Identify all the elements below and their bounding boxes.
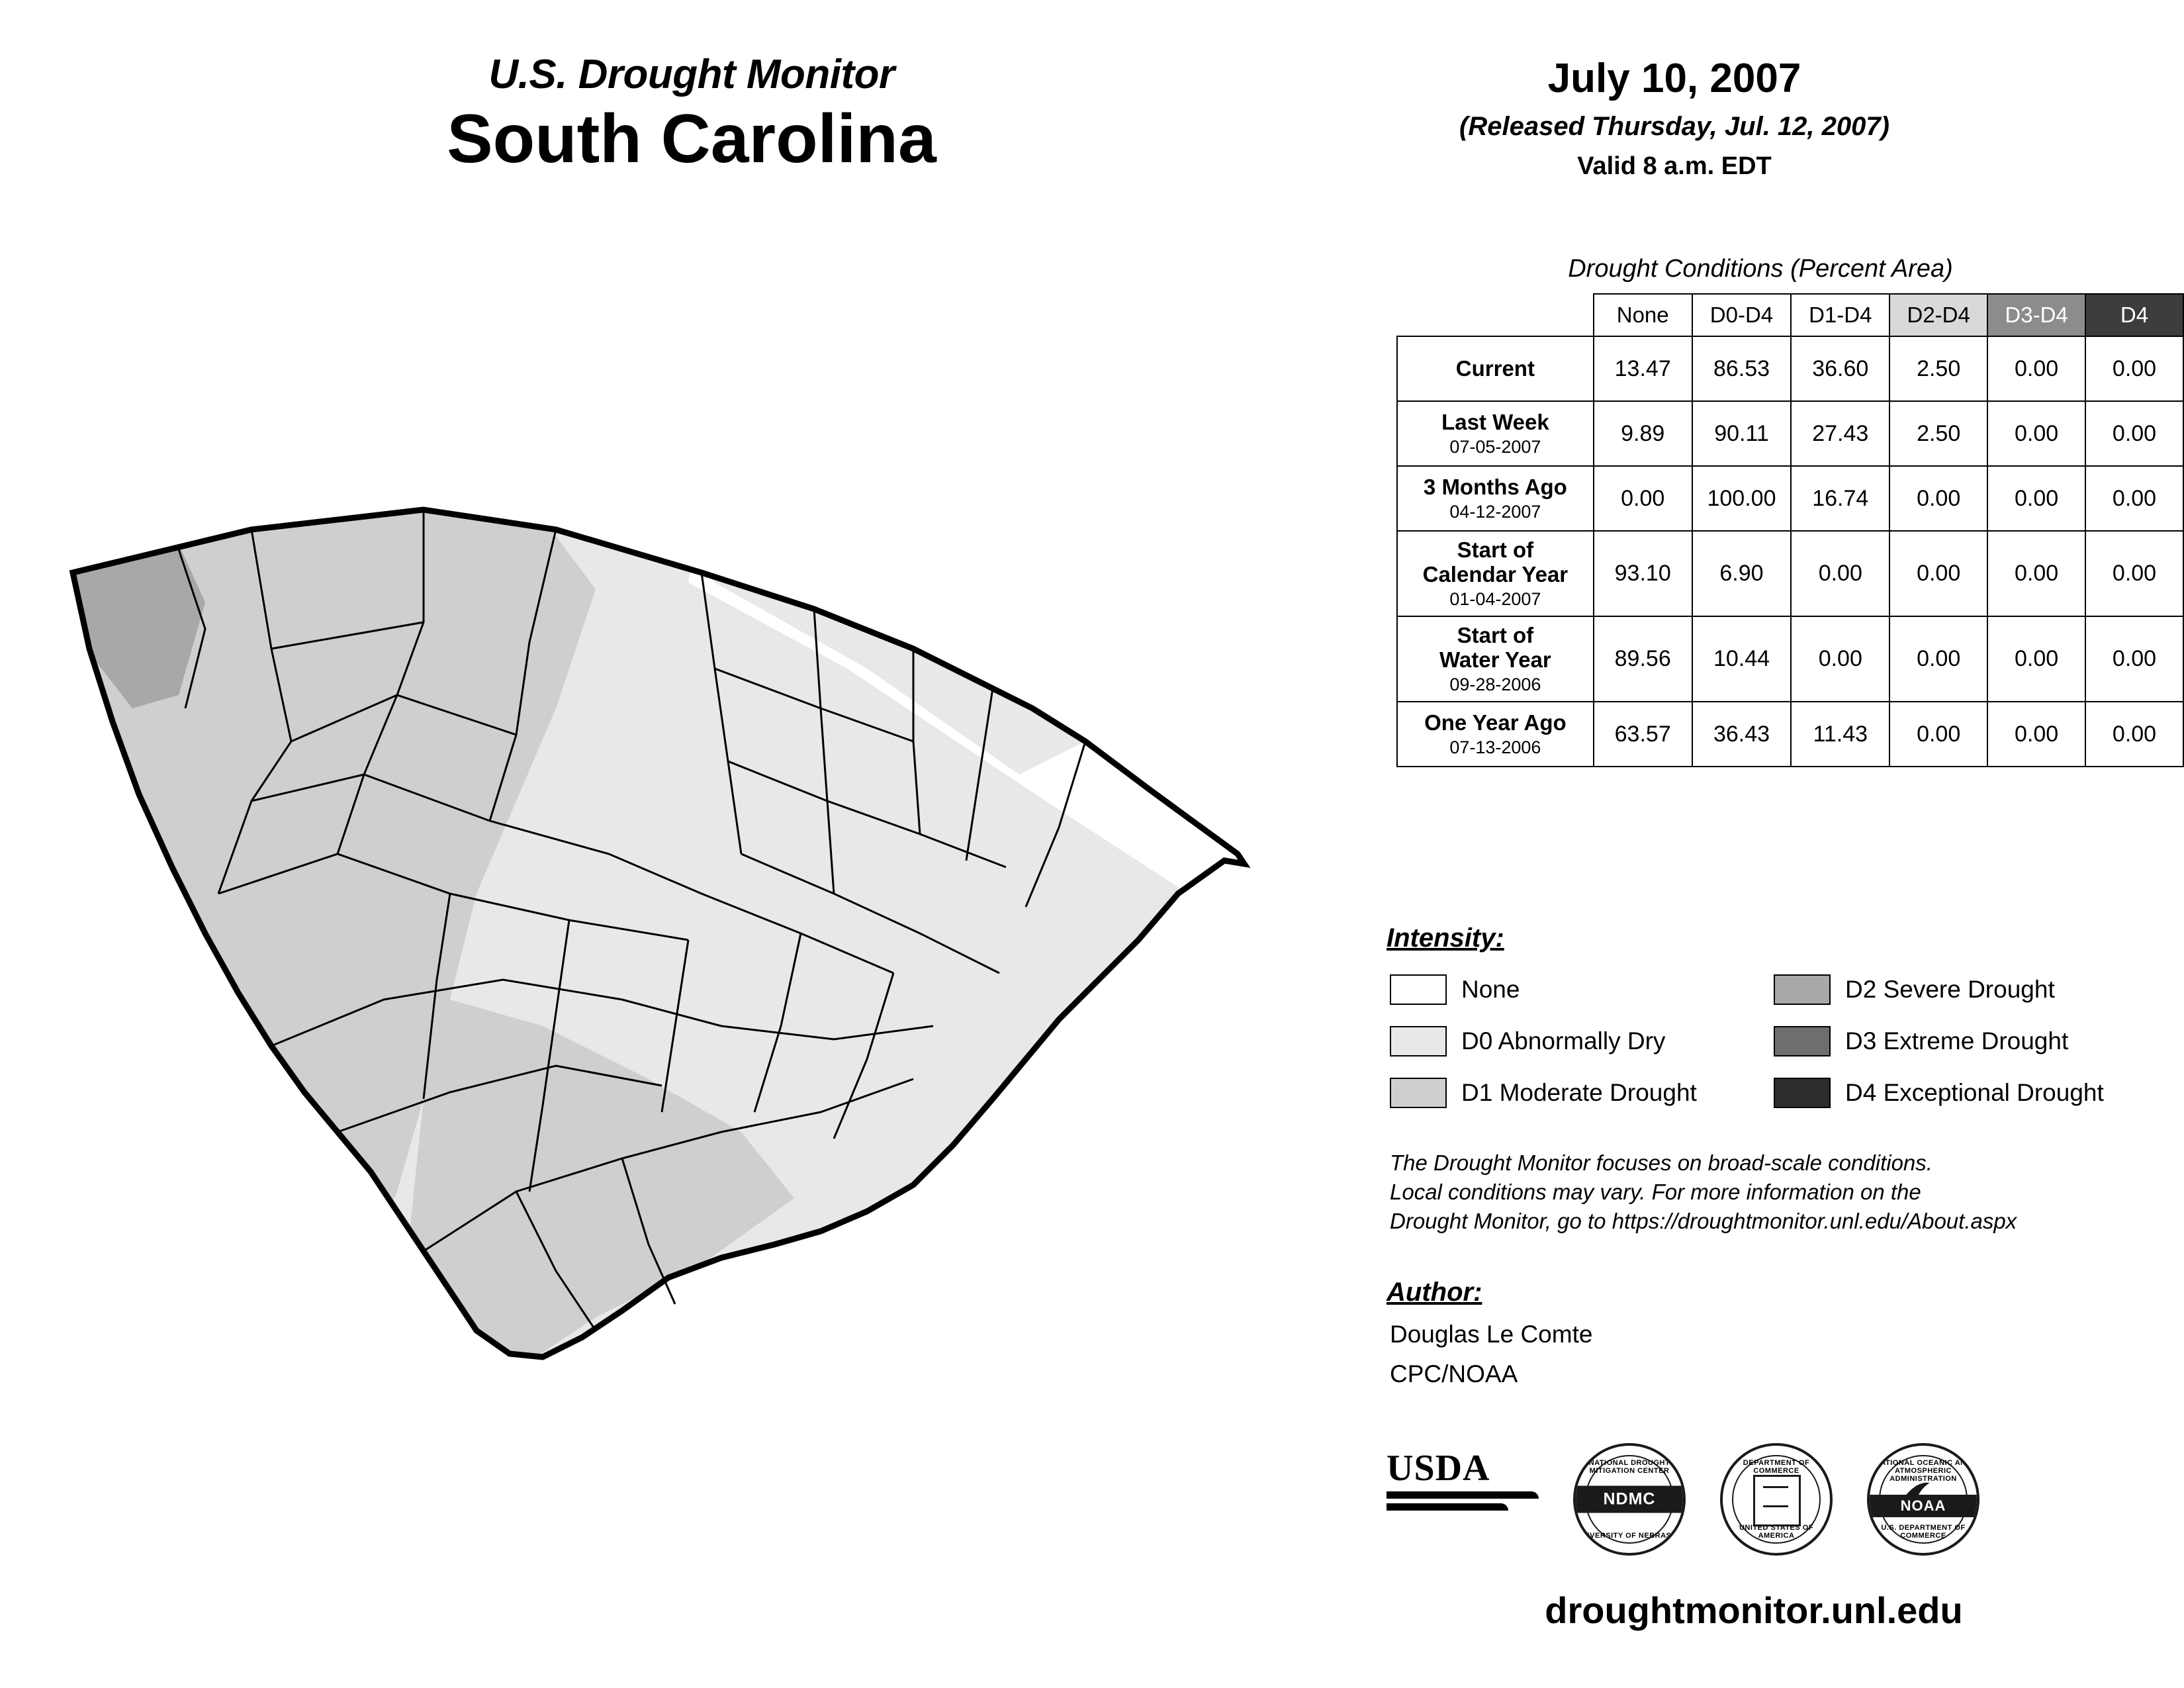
row-label-current (1397, 336, 1594, 401)
noaa-logo-ring-bottom-text: U.S. DEPARTMENT OF COMMERCE (1881, 1524, 1966, 1540)
noaa-logo (1867, 1443, 1979, 1556)
cell-wateryear-d3: 0.00 (1987, 616, 2085, 702)
cell-oneyear-d3: 0.00 (1987, 702, 2085, 767)
legend-label-d2: D2 Severe Drought (1845, 976, 2055, 1003)
table-header-row (1397, 294, 2183, 336)
col-header-d2: D2-D4 (1889, 294, 1987, 336)
cell-lastweek-none: 9.89 (1594, 401, 1692, 466)
row-label-text: One Year Ago (1424, 710, 1567, 735)
legend-item-d0 (1390, 1026, 1665, 1056)
legend-label-none: None (1461, 976, 1520, 1003)
cell-lastweek-d0: 90.11 (1692, 401, 1792, 466)
ndmc-logo (1573, 1443, 1686, 1556)
col-header-d1: D1-D4 (1791, 294, 1889, 336)
cell-lastweek-d3: 0.00 (1987, 401, 2085, 466)
legend-swatch-d0 (1390, 1026, 1447, 1056)
table-row (1397, 401, 2183, 466)
logo-row (1387, 1440, 2128, 1559)
row-label-one-year-ago (1397, 702, 1594, 767)
row-label-text-line1: Start of (1457, 538, 1534, 562)
noaa-logo-text: NOAA (1870, 1495, 1977, 1517)
table-corner-cell (1397, 294, 1594, 336)
drought-map (53, 430, 1310, 1423)
cell-calyear-d1: 0.00 (1791, 531, 1889, 616)
row-label-text-line2: Calendar Year (1422, 561, 1569, 586)
ndmc-logo-ring-bottom-text: UNIVERSITY OF NEBRASKA (1576, 1532, 1683, 1540)
disclaimer-text (1390, 1149, 2131, 1236)
row-label-text: 3 Months Ago (1423, 474, 1567, 499)
released-date: (Released Thursday, Jul. 12, 2007) (1459, 112, 1889, 142)
legend-item-none (1390, 974, 1520, 1005)
legend-item-d4 (1774, 1078, 2104, 1108)
col-header-d4: D4 (2085, 294, 2183, 336)
usda-logo-bar-1 (1387, 1491, 1539, 1499)
cell-calyear-none: 93.10 (1594, 531, 1692, 616)
usda-logo-text: USDA (1387, 1448, 1490, 1489)
state-title: South Carolina (447, 101, 936, 178)
row-label-date: 04-12-2007 (1449, 501, 1541, 522)
legend-swatch-d2 (1774, 974, 1831, 1005)
drought-conditions-table (1396, 293, 2184, 767)
cell-current-d0: 86.53 (1692, 336, 1792, 401)
row-label-date: 09-28-2006 (1449, 675, 1541, 695)
author-organization: CPC/NOAA (1390, 1360, 1518, 1387)
table-row (1397, 531, 2183, 616)
cell-wateryear-d4: 0.00 (2085, 616, 2183, 702)
disclaimer-line-1: The Drought Monitor focuses on broad-scale conditions. (1390, 1150, 1933, 1175)
cell-wateryear-d1: 0.00 (1791, 616, 1889, 702)
usda-logo (1387, 1450, 1539, 1549)
cell-current-d2: 2.50 (1889, 336, 1987, 401)
legend-item-d2 (1774, 974, 2055, 1005)
cell-oneyear-d0: 36.43 (1692, 702, 1792, 767)
map-svg (53, 430, 1310, 1423)
cell-3months-none: 0.00 (1594, 466, 1692, 531)
legend-label-d1: D1 Moderate Drought (1461, 1079, 1697, 1106)
author-title: Author: (1387, 1278, 1482, 1307)
cell-current-d1: 36.60 (1791, 336, 1889, 401)
legend-swatch-d3 (1774, 1026, 1831, 1056)
footer-url: droughtmonitor.unl.edu (1545, 1589, 1963, 1631)
table-caption: Drought Conditions (Percent Area) (1568, 255, 1953, 283)
cell-3months-d4: 0.00 (2085, 466, 2183, 531)
cell-lastweek-d4: 0.00 (2085, 401, 2183, 466)
cell-wateryear-d2: 0.00 (1889, 616, 1987, 702)
table-row (1397, 466, 2183, 531)
valid-time: Valid 8 a.m. EDT (1577, 152, 1772, 181)
cell-calyear-d0: 6.90 (1692, 531, 1792, 616)
legend-label-d0: D0 Abnormally Dry (1461, 1027, 1666, 1055)
legend-swatch-d1 (1390, 1078, 1447, 1108)
ndmc-logo-text: NDMC (1576, 1486, 1683, 1513)
cell-3months-d2: 0.00 (1889, 466, 1987, 531)
cell-wateryear-d0: 10.44 (1692, 616, 1792, 702)
usdoc-logo (1720, 1443, 1833, 1556)
legend-item-d1 (1390, 1078, 1697, 1108)
cell-calyear-d2: 0.00 (1889, 531, 1987, 616)
usdoc-logo-seal-icon (1753, 1475, 1801, 1526)
table-row (1397, 702, 2183, 767)
legend-label-d4: D4 Exceptional Drought (1845, 1079, 2104, 1106)
cell-oneyear-d4: 0.00 (2085, 702, 2183, 767)
row-label-date: 01-04-2007 (1449, 588, 1541, 609)
cell-calyear-d4: 0.00 (2085, 531, 2183, 616)
cell-wateryear-none: 89.56 (1594, 616, 1692, 702)
cell-oneyear-d1: 11.43 (1791, 702, 1889, 767)
usda-logo-bar-2 (1387, 1503, 1508, 1511)
cell-lastweek-d2: 2.50 (1889, 401, 1987, 466)
row-label-text-line2: Water Year (1439, 647, 1551, 673)
cell-current-d4: 0.00 (2085, 336, 2183, 401)
disclaimer-line-2: Local conditions may vary. For more information on the (1390, 1179, 1921, 1204)
table-row (1397, 616, 2183, 702)
legend-item-d3 (1774, 1026, 2068, 1056)
col-header-none: None (1594, 294, 1692, 336)
cell-3months-d0: 100.00 (1692, 466, 1792, 531)
usdoc-logo-ring-top-text: DEPARTMENT OF COMMERCE (1743, 1459, 1810, 1475)
cell-3months-d3: 0.00 (1987, 466, 2085, 531)
legend-label-d3: D3 Extreme Drought (1845, 1027, 2069, 1055)
date-block (1310, 56, 2038, 181)
row-label-start-calendar-year (1397, 531, 1594, 616)
usdoc-logo-ring-bottom-text: UNITED STATES OF AMERICA (1739, 1524, 1814, 1540)
cell-oneyear-none: 63.57 (1594, 702, 1692, 767)
cell-calyear-d3: 0.00 (1987, 531, 2085, 616)
table-row (1397, 336, 2183, 401)
col-header-d3: D3-D4 (1987, 294, 2085, 336)
cell-current-d3: 0.00 (1987, 336, 2085, 401)
cell-3months-d1: 16.74 (1791, 466, 1889, 531)
row-label-text-line1: Start of (1457, 623, 1534, 648)
col-header-d0: D0-D4 (1692, 294, 1792, 336)
row-label-3-months-ago (1397, 466, 1594, 531)
row-label-start-water-year (1397, 616, 1594, 702)
cell-current-none: 13.47 (1594, 336, 1692, 401)
intensity-legend-title: Intensity: (1387, 923, 1504, 953)
author-name: Douglas Le Comte (1390, 1321, 1593, 1348)
ndmc-logo-ring-top-text: NATIONAL DROUGHT MITIGATION CENTER (1588, 1459, 1670, 1475)
cell-lastweek-d1: 27.43 (1791, 401, 1889, 466)
cell-oneyear-d2: 0.00 (1889, 702, 1987, 767)
valid-date: July 10, 2007 (1547, 56, 1801, 101)
legend-swatch-d4 (1774, 1078, 1831, 1108)
row-label-date: 07-13-2006 (1449, 737, 1541, 758)
row-label-date: 07-05-2007 (1449, 436, 1541, 457)
disclaimer-line-3: Drought Monitor, go to https://droughtmonitor.unl.edu/About.aspx (1390, 1208, 2017, 1233)
noaa-logo-ring-top-text: NATIONAL OCEANIC AND ATMOSPHERIC ADMINISTRATION (1874, 1459, 1972, 1483)
title-block (311, 53, 1072, 177)
legend-swatch-none (1390, 974, 1447, 1005)
row-label-last-week (1397, 401, 1594, 466)
row-label-text: Last Week (1441, 409, 1549, 434)
page-title: U.S. Drought Monitor (488, 52, 895, 97)
row-label-text: Current (1455, 355, 1535, 381)
